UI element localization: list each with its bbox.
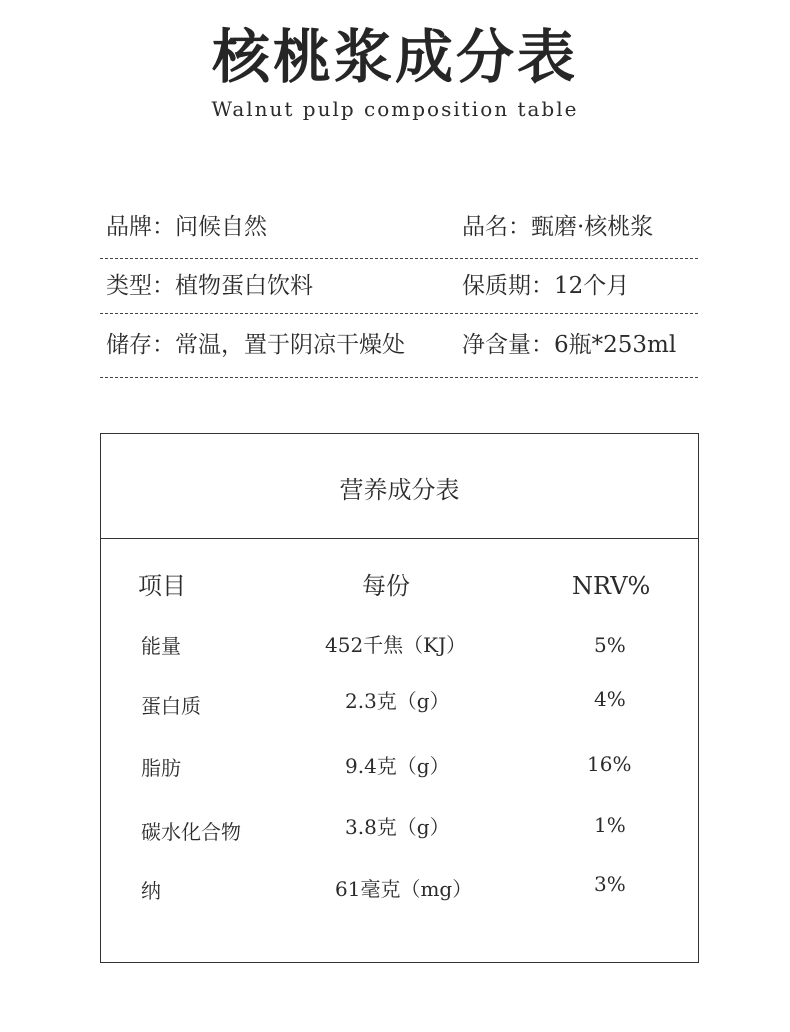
nutrient-per-serving: 2.3克（g） [345,689,450,713]
nutrient-nrv: 3% [594,872,626,896]
brand-label: 品牌：问候自然 [106,214,267,240]
nutrition-divider [101,538,698,539]
type-label: 类型：植物蛋白饮料 [106,273,313,299]
nutrient-per-serving: 61毫克（mg） [335,877,473,901]
nutrient-per-serving: 452千焦（KJ） [325,633,467,657]
info-row-storage [100,314,698,378]
column-header-per-serving: 每份 [362,572,410,600]
nutrient-name: 脂肪 [141,756,181,780]
nutrient-name: 碳水化合物 [141,820,241,844]
product-info [100,200,698,380]
nutrient-nrv: 5% [594,633,626,657]
nutrient-per-serving: 9.4克（g） [345,754,450,778]
net-content-label: 净含量：6瓶*253ml [462,332,677,358]
nutrition-table [100,433,699,963]
info-row-brand [100,200,698,259]
nutrient-per-serving: 3.8克（g） [345,815,450,839]
nutrition-title: 营养成分表 [339,476,460,504]
nutrient-nrv: 4% [594,687,626,711]
shelf-life-label: 保质期：12个月 [462,273,630,299]
nutrient-nrv: 1% [594,813,626,837]
product-name-label: 品名：甄磨·核桃浆 [462,214,654,240]
nutrient-nrv: 16% [587,752,632,776]
nutrient-name: 能量 [141,634,181,658]
page-title: 核桃浆成分表 [211,23,578,91]
nutrient-name: 蛋白质 [141,694,201,718]
column-header-nrv: NRV% [572,572,651,600]
info-row-type [100,259,698,314]
column-header-item: 项目 [138,572,186,600]
page-subtitle: Walnut pulp composition table [211,97,579,121]
nutrient-name: 纳 [141,879,161,903]
storage-label: 储存：常温，置于阴凉干燥处 [106,332,405,358]
